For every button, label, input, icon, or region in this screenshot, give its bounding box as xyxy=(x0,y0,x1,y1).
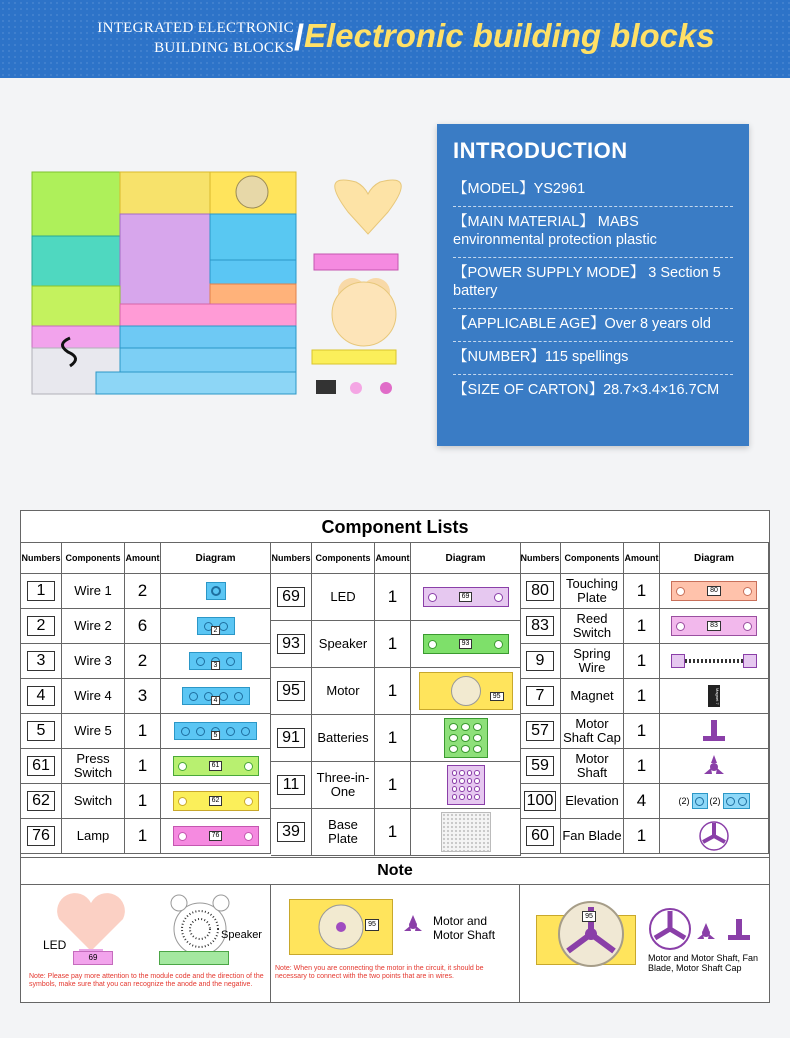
component-number: 4 xyxy=(27,686,55,706)
component-diagram xyxy=(660,819,768,853)
column-header xyxy=(520,543,768,574)
note-motor-warning: Note: When you are connecting the motor in the circuit, it should be necessary to connect with the two points that are in wires. xyxy=(275,965,484,980)
component-amount: 1 xyxy=(375,574,411,620)
diagram-code: 69 xyxy=(459,592,473,602)
table-row xyxy=(21,819,270,854)
component-diagram xyxy=(660,644,768,678)
component-number: 2 xyxy=(27,616,55,636)
component-name: Wire 5 xyxy=(62,714,125,748)
component-name: Three-in-One xyxy=(312,762,375,808)
component-diagram xyxy=(411,715,520,761)
component-number: 60 xyxy=(526,826,554,846)
row-number-cell xyxy=(520,714,561,748)
component-diagram xyxy=(161,574,270,608)
diagram-code: 5 xyxy=(211,731,221,740)
component-diagram xyxy=(660,714,768,748)
fan-blade-icon xyxy=(648,907,692,951)
intro-carton: 【SIZE OF CARTON】28.7×3.4×16.7CM xyxy=(453,382,720,398)
component-amount: 1 xyxy=(375,809,411,855)
table-row xyxy=(21,714,270,749)
row-number-cell xyxy=(520,819,561,853)
table-row xyxy=(520,714,768,749)
header-numbers: Numbers xyxy=(21,543,62,573)
component-diagram xyxy=(161,714,270,748)
intro-number: 【NUMBER】115 spellings xyxy=(453,342,733,375)
component-name: Elevation xyxy=(561,784,624,818)
header-components: Components xyxy=(561,543,624,573)
row-number-cell xyxy=(520,644,561,678)
component-name: Switch xyxy=(62,784,125,818)
component-amount: 1 xyxy=(624,644,660,678)
header-amount: Amount xyxy=(624,543,660,573)
row-number-cell xyxy=(271,621,312,667)
component-column-1 xyxy=(21,543,271,854)
component-amount: 2 xyxy=(125,644,161,678)
row-number-cell xyxy=(520,784,561,818)
component-amount: 1 xyxy=(125,819,161,853)
component-number: 91 xyxy=(277,728,305,748)
component-amount: 1 xyxy=(624,574,660,608)
component-diagram xyxy=(161,644,270,678)
component-number: 61 xyxy=(27,756,55,776)
header-components: Components xyxy=(312,543,375,573)
header-subtitle-line2: BUILDING BLOCKS xyxy=(154,40,294,56)
row-number-cell xyxy=(21,679,62,713)
base-plate-diagram xyxy=(441,812,491,852)
module-diagram xyxy=(671,581,757,601)
row-number-cell xyxy=(21,749,62,783)
header-banner xyxy=(0,0,790,78)
component-amount: 4 xyxy=(624,784,660,818)
component-name: Touching Plate xyxy=(561,574,624,608)
component-amount: 1 xyxy=(125,749,161,783)
component-amount: 2 xyxy=(125,574,161,608)
component-amount: 1 xyxy=(125,714,161,748)
component-name: Fan Blade xyxy=(561,819,624,853)
component-amount: 1 xyxy=(375,715,411,761)
component-number: 57 xyxy=(526,721,554,741)
shaft-cap-diagram xyxy=(701,718,727,744)
table-row xyxy=(21,784,270,819)
header-diagram: Diagram xyxy=(445,552,486,564)
component-name: Magnet xyxy=(561,679,624,713)
row-number-cell xyxy=(271,574,312,620)
component-number: 59 xyxy=(526,756,554,776)
table-row xyxy=(21,644,270,679)
motor-diagram xyxy=(419,672,513,710)
header-amount: Amount xyxy=(375,543,411,573)
table-row xyxy=(520,819,768,854)
header-diagram: Diagram xyxy=(195,552,236,564)
led-block-69: 69 xyxy=(73,951,113,965)
intro-title: INTRODUCTION xyxy=(453,138,628,163)
component-diagram xyxy=(411,621,520,667)
row-number-cell xyxy=(21,714,62,748)
intro-model: 【MODEL】YS2961 xyxy=(453,174,733,207)
introduction-panel xyxy=(437,124,749,446)
component-column-2 xyxy=(271,543,521,856)
component-number: 7 xyxy=(526,686,554,706)
column-header xyxy=(21,543,270,574)
module-diagram xyxy=(423,587,509,607)
header-numbers: Numbers xyxy=(520,543,561,573)
product-photo xyxy=(30,168,410,408)
component-number: 93 xyxy=(277,634,305,654)
header-numbers: Numbers xyxy=(271,543,312,573)
component-name: Wire 3 xyxy=(62,644,125,678)
component-diagram xyxy=(411,668,520,714)
component-number: 11 xyxy=(277,775,305,795)
speaker-label: Speaker xyxy=(221,929,262,941)
row-number-cell xyxy=(271,762,312,808)
component-amount: 1 xyxy=(624,819,660,853)
module-diagram xyxy=(173,756,259,776)
component-diagram xyxy=(411,809,520,855)
header-subtitle-line1: INTEGRATED ELECTRONIC xyxy=(97,20,294,36)
diagram-code: 2 xyxy=(211,626,221,635)
component-amount: 3 xyxy=(125,679,161,713)
intro-power: 【POWER SUPPLY MODE】 3 Section 5 battery xyxy=(453,258,733,309)
note-motor xyxy=(271,885,520,1003)
component-name: Wire 2 xyxy=(62,609,125,643)
header-amount: Amount xyxy=(125,543,161,573)
component-amount: 1 xyxy=(624,714,660,748)
component-column-3 xyxy=(520,543,769,854)
module-diagram xyxy=(173,826,259,846)
table-row xyxy=(520,679,768,714)
row-number-cell xyxy=(21,644,62,678)
motor-disc-icon xyxy=(311,901,371,953)
table-row xyxy=(520,784,768,819)
diagram-code: 93 xyxy=(459,639,473,649)
component-diagram xyxy=(161,609,270,643)
row-number-cell xyxy=(21,784,62,818)
table-row xyxy=(520,644,768,679)
wire-diagram xyxy=(189,652,242,670)
component-amount: 6 xyxy=(125,609,161,643)
component-diagram xyxy=(161,749,270,783)
component-name: Motor Shaft Cap xyxy=(561,714,624,748)
row-number-cell xyxy=(271,809,312,855)
component-number: 3 xyxy=(27,651,55,671)
led-label: LED xyxy=(43,938,67,952)
component-amount: 1 xyxy=(624,749,660,783)
component-diagram xyxy=(660,679,768,713)
intro-material: 【MAIN MATERIAL】 MABS environmental protection plastic xyxy=(453,207,733,258)
wire-diagram xyxy=(182,687,250,705)
component-number: 62 xyxy=(27,791,55,811)
wire-diagram xyxy=(174,722,257,740)
table-row xyxy=(271,762,520,809)
diagram-code: 95 xyxy=(490,692,504,701)
fan-blade-diagram xyxy=(698,820,730,852)
component-number: 69 xyxy=(277,587,305,607)
fan-assembly-icon xyxy=(556,899,626,969)
note-led-speaker xyxy=(21,885,271,1003)
component-amount: 1 xyxy=(375,762,411,808)
component-number: 100 xyxy=(524,791,557,811)
component-amount: 1 xyxy=(375,668,411,714)
component-diagram xyxy=(161,819,270,853)
row-number-cell xyxy=(520,574,561,608)
component-number: 76 xyxy=(27,826,55,846)
component-name: Motor xyxy=(312,668,375,714)
component-number: 80 xyxy=(526,581,554,601)
column-header xyxy=(271,543,520,574)
component-number: 95 xyxy=(277,681,305,701)
spring-diagram xyxy=(671,654,757,668)
component-name: LED xyxy=(312,574,375,620)
module-diagram xyxy=(671,616,757,636)
component-name: Motor Shaft xyxy=(561,749,624,783)
table-row xyxy=(271,621,520,668)
row-number-cell xyxy=(271,668,312,714)
wire-diagram xyxy=(206,582,226,600)
component-diagram xyxy=(660,749,768,783)
component-name: Lamp xyxy=(62,819,125,853)
component-amount: 1 xyxy=(375,621,411,667)
component-name: Reed Switch xyxy=(561,609,624,643)
row-number-cell xyxy=(271,715,312,761)
magnet-diagram: Magnet 7 xyxy=(708,685,720,707)
module-diagram xyxy=(423,634,509,654)
shaft-small-icon xyxy=(694,921,718,945)
component-diagram xyxy=(411,574,520,620)
table-row xyxy=(271,668,520,715)
table-row xyxy=(21,574,270,609)
component-name: Spring Wire xyxy=(561,644,624,678)
header-diagram: Diagram xyxy=(693,552,734,564)
component-table xyxy=(20,510,770,1003)
diagram-code: 80 xyxy=(707,586,721,596)
table-row xyxy=(520,749,768,784)
wire-diagram xyxy=(197,617,235,635)
component-name: Base Plate xyxy=(312,809,375,855)
component-amount: 1 xyxy=(624,609,660,643)
component-number: 5 xyxy=(27,721,55,741)
diagram-code: 62 xyxy=(209,796,223,806)
table-row xyxy=(21,609,270,644)
diagram-code: 3 xyxy=(211,661,221,670)
table-row xyxy=(271,715,520,762)
component-number: 39 xyxy=(277,822,305,842)
component-number: 1 xyxy=(27,581,55,601)
component-name: Batteries xyxy=(312,715,375,761)
header-components: Components xyxy=(62,543,125,573)
row-number-cell xyxy=(520,609,561,643)
component-number: 83 xyxy=(526,616,554,636)
motor-code-95: 95 xyxy=(365,919,379,931)
component-name: Wire 4 xyxy=(62,679,125,713)
shaft-cap-icon xyxy=(726,917,752,943)
row-number-cell xyxy=(21,574,62,608)
component-diagram xyxy=(161,784,270,818)
battery-diagram xyxy=(444,718,488,758)
table-row xyxy=(21,749,270,784)
speaker-illustration xyxy=(167,893,233,959)
intro-age: 【APPLICABLE AGE】Over 8 years old xyxy=(453,309,733,342)
table-row xyxy=(271,574,520,621)
three-in-one-diagram xyxy=(447,765,485,805)
diagram-code: 61 xyxy=(209,761,223,771)
table-row xyxy=(271,809,520,856)
note-title: Note xyxy=(21,857,769,885)
note-symbol-warning: Note: Please pay more attention to the module code and the direction of the symbols, make sure that you can recognize the anode and the negative. xyxy=(29,973,264,988)
component-amount: 1 xyxy=(125,784,161,818)
motor-label-1: Motor and xyxy=(433,914,488,928)
note-fan xyxy=(520,885,769,1003)
row-number-cell xyxy=(21,819,62,853)
component-diagram xyxy=(660,609,768,643)
header-title: Electronic building blocks xyxy=(304,17,715,54)
diagram-code: 83 xyxy=(707,621,721,631)
fan-code-95: 95 xyxy=(582,911,596,922)
component-name: Wire 1 xyxy=(62,574,125,608)
component-number: 9 xyxy=(526,651,554,671)
elevation-diagram: (2) (2) xyxy=(679,793,750,809)
diagram-code: 4 xyxy=(211,696,221,705)
motor-label-2: Motor Shaft xyxy=(433,928,496,942)
header-separator: / xyxy=(294,17,305,58)
component-amount: 1 xyxy=(624,679,660,713)
component-diagram xyxy=(411,762,520,808)
component-name: Speaker xyxy=(312,621,375,667)
row-number-cell xyxy=(520,749,561,783)
table-row xyxy=(520,574,768,609)
motor-shaft-icon xyxy=(401,913,425,937)
component-diagram xyxy=(660,574,768,608)
component-diagram xyxy=(660,784,768,818)
table-row xyxy=(520,609,768,644)
row-number-cell xyxy=(21,609,62,643)
row-number-cell xyxy=(520,679,561,713)
speaker-block xyxy=(159,951,229,965)
module-diagram xyxy=(173,791,259,811)
header-subtitle xyxy=(97,18,294,58)
component-table-title: Component Lists xyxy=(21,511,769,543)
motor-shaft-diagram xyxy=(701,753,727,779)
table-row xyxy=(21,679,270,714)
fan-label: Motor and Motor Shaft, Fan Blade, Motor Shaft Cap xyxy=(648,953,759,973)
diagram-code: 76 xyxy=(209,831,223,841)
component-name: Press Switch xyxy=(62,749,125,783)
component-diagram xyxy=(161,679,270,713)
